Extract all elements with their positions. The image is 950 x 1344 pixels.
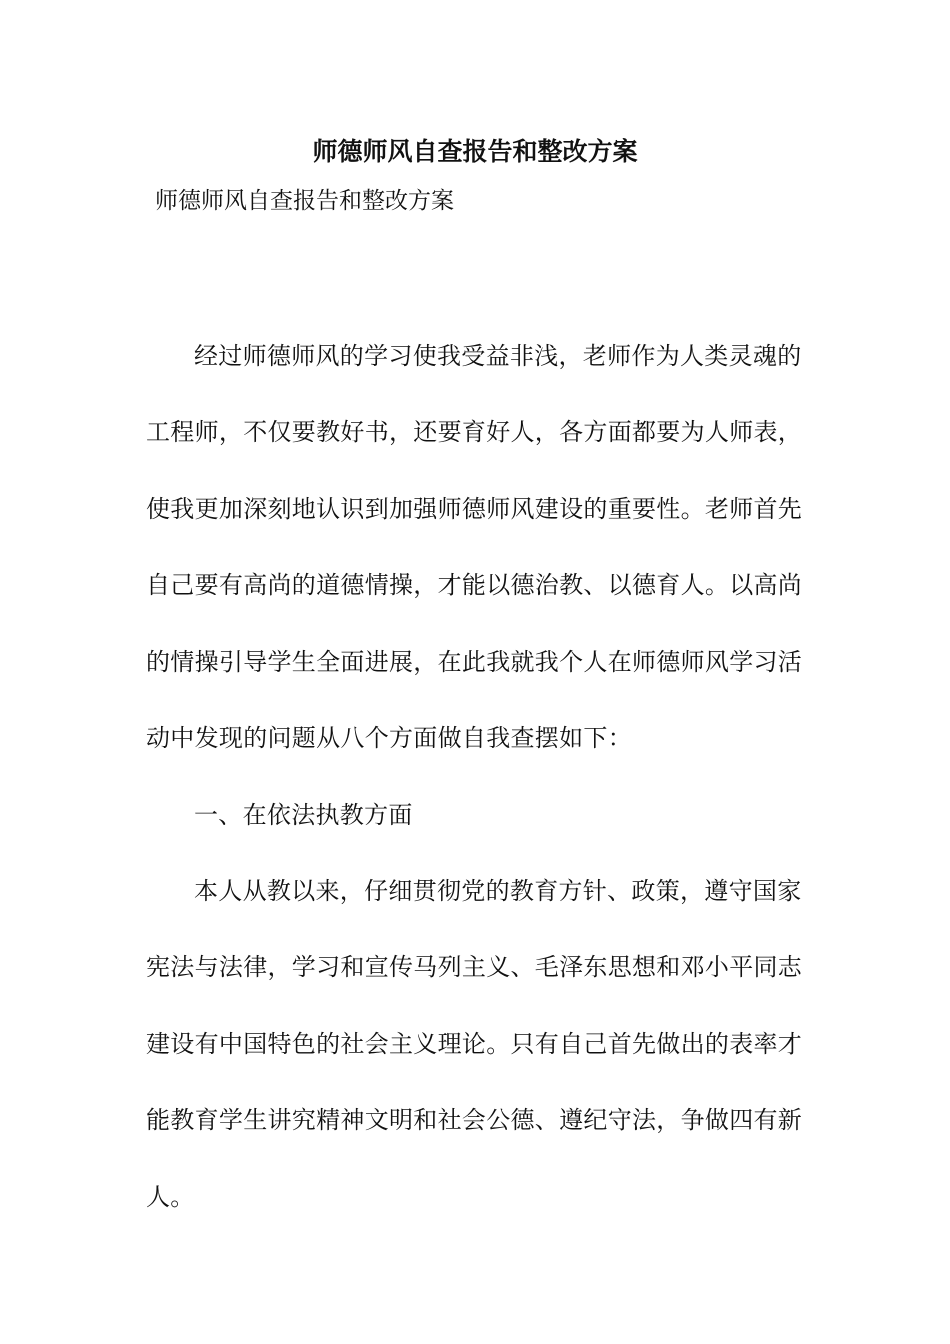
section-heading: 一、在依法执教方面 [194, 801, 413, 829]
document-subtitle: 师德师风自查报告和整改方案 [155, 188, 454, 214]
body-paragraph: 本人从教以来，仔细贯彻党的教育方针、政策，遵守国家宪法与法律，学习和宣传马列主义、毛泽东思想和邓小平同志建设有中国特色的社会主义理论。只有自己首先做出的表率才能教育学生讲究精神文明和社会公德、遵纪守法，争做四有新人。 [146, 877, 803, 1211]
document-title: 师德师风自查报告和整改方案 [312, 137, 638, 166]
body-paragraph: 经过师德师风的学习使我受益非浅，老师作为人类灵魂的工程师，不仅要教好书，还要育好人，各方面都要为人师表，使我更加深刻地认识到加强师德师风建设的重要性。老师首先自己要有高尚的道德情操，才能以德治教、以德育人。以高尚的情操引导学生全面进展，在此我就我个人在师德师风学习活动中发现的问题从八个方面做自我查摆如下： [146, 342, 803, 753]
